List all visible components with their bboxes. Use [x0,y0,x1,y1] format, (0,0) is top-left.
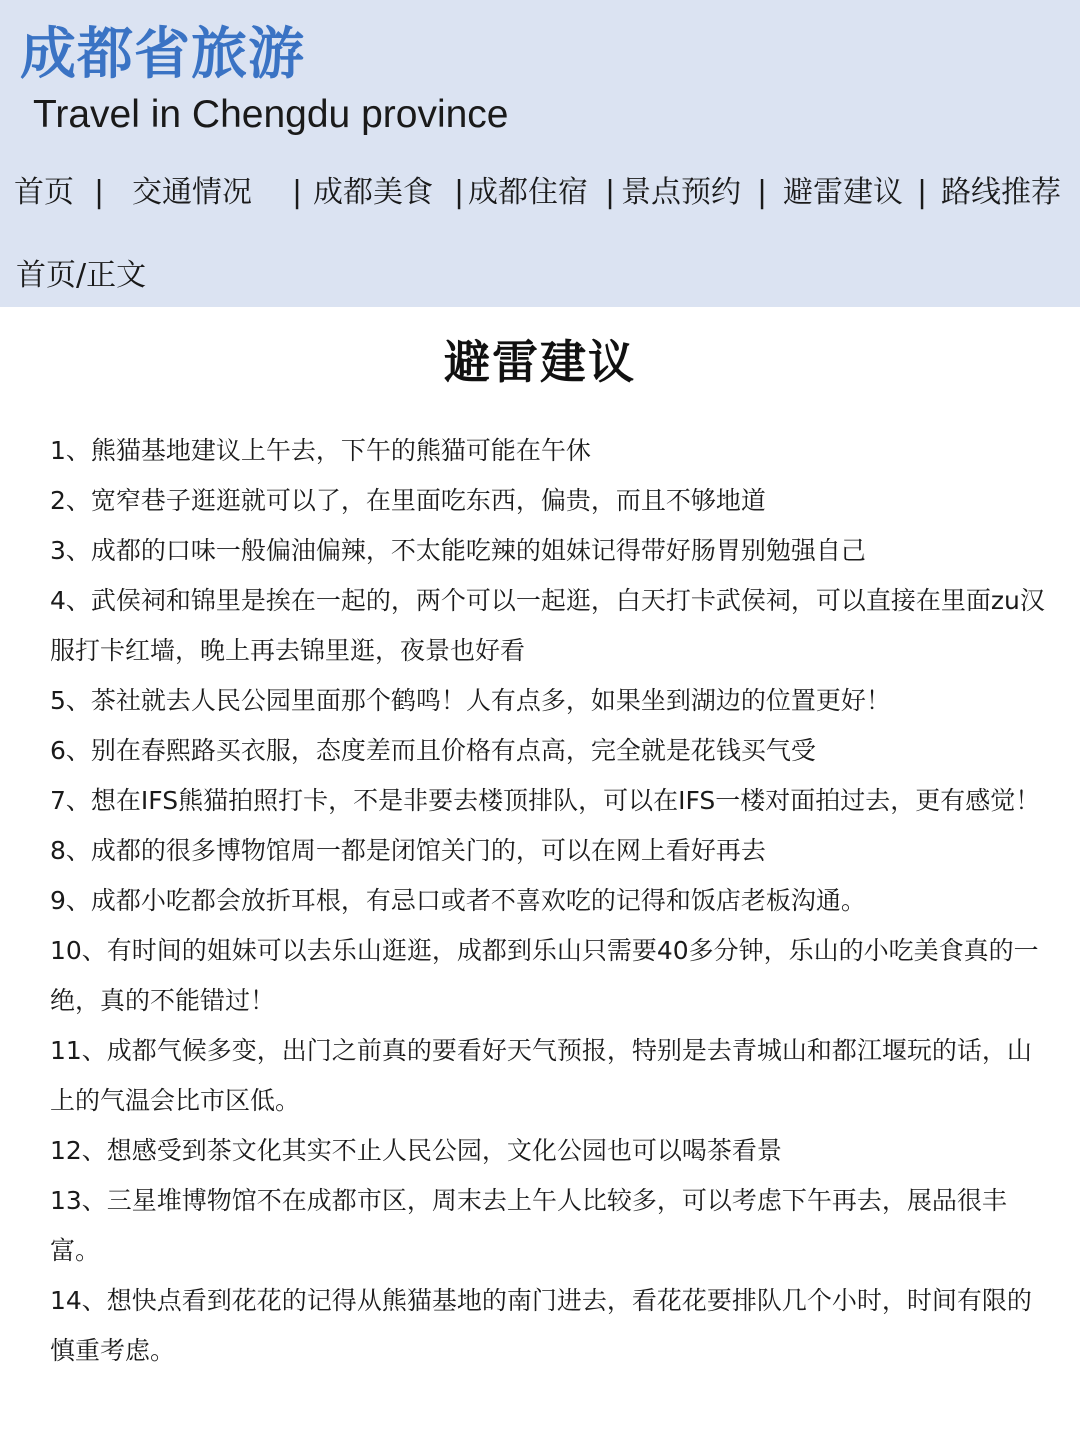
breadcrumb[interactable]: 首页/正文 [16,258,147,293]
nav-item-tips[interactable]: 避雷建议 [783,175,903,210]
nav-item-transport[interactable]: 交通情况 [132,175,252,210]
tips-list [50,426,1050,1376]
nav-item-lodging[interactable]: 成都住宿 [468,175,588,210]
nav-separator: | [292,175,303,210]
site-header [0,0,1080,307]
page-title: 避雷建议 [444,335,636,389]
nav-item-home[interactable]: 首页 [14,175,74,210]
list-item: 1、熊猫基地建议上午去，下午的熊猫可能在午休 [50,436,591,465]
list-item: 7、想在IFS熊猫拍照打卡，不是非要去楼顶排队，可以在IFS一楼对面拍过去，更有感觉！ [50,786,1041,815]
list-item: 6、别在春熙路买衣服，态度差而且价格有点高，完全就是花钱买气受 [50,736,816,765]
nav-separator: | [605,175,616,210]
nav-item-attraction-booking[interactable]: 景点预约 [621,175,741,210]
nav-item-routes[interactable]: 路线推荐 [941,175,1061,210]
list-item: 9、成都小吃都会放折耳根，有忌口或者不喜欢吃的记得和饭店老板沟通。 [50,886,866,915]
site-title[interactable]: 成都省旅游 [20,22,305,87]
list-item: 2、宽窄巷子逛逛就可以了，在里面吃东西，偏贵，而且不够地道 [50,486,766,515]
list-item: 10、有时间的姐妹可以去乐山逛逛，成都到乐山只需要40多分钟，乐山的小吃美食真的一绝，真的不能错过！ [50,936,1039,1015]
site-subtitle: Travel in Chengdu province [33,93,509,136]
list-item: 12、想感受到茶文化其实不止人民公园，文化公园也可以喝茶看景 [50,1136,782,1165]
list-item: 14、想快点看到花花的记得从熊猫基地的南门进去，看花花要排队几个小时，时间有限的慎重考虑。 [50,1286,1032,1365]
list-item: 4、武侯祠和锦里是挨在一起的，两个可以一起逛，白天打卡武侯祠，可以直接在里面zu汉服打卡红墙，晚上再去锦里逛，夜景也好看 [50,586,1045,665]
nav-item-food[interactable]: 成都美食 [313,175,433,210]
list-item: 5、茶社就去人民公园里面那个鹤鸣！人有点多，如果坐到湖边的位置更好！ [50,686,891,715]
list-item: 13、三星堆博物馆不在成都市区，周末去上午人比较多，可以考虑下午再去，展品很丰富。 [50,1186,1007,1265]
nav-separator: | [917,175,928,210]
nav-separator: | [454,175,465,210]
list-item: 11、成都气候多变，出门之前真的要看好天气预报，特别是去青城山和都江堰玩的话，山上的气温会比市区低。 [50,1036,1032,1115]
nav-separator: | [757,175,768,210]
main-nav [0,168,1080,218]
list-item: 8、成都的很多博物馆周一都是闭馆关门的，可以在网上看好再去 [50,836,766,865]
list-item: 3、成都的口味一般偏油偏辣，不太能吃辣的姐妹记得带好肠胃别勉强自己 [50,536,866,565]
nav-separator: | [94,175,105,210]
